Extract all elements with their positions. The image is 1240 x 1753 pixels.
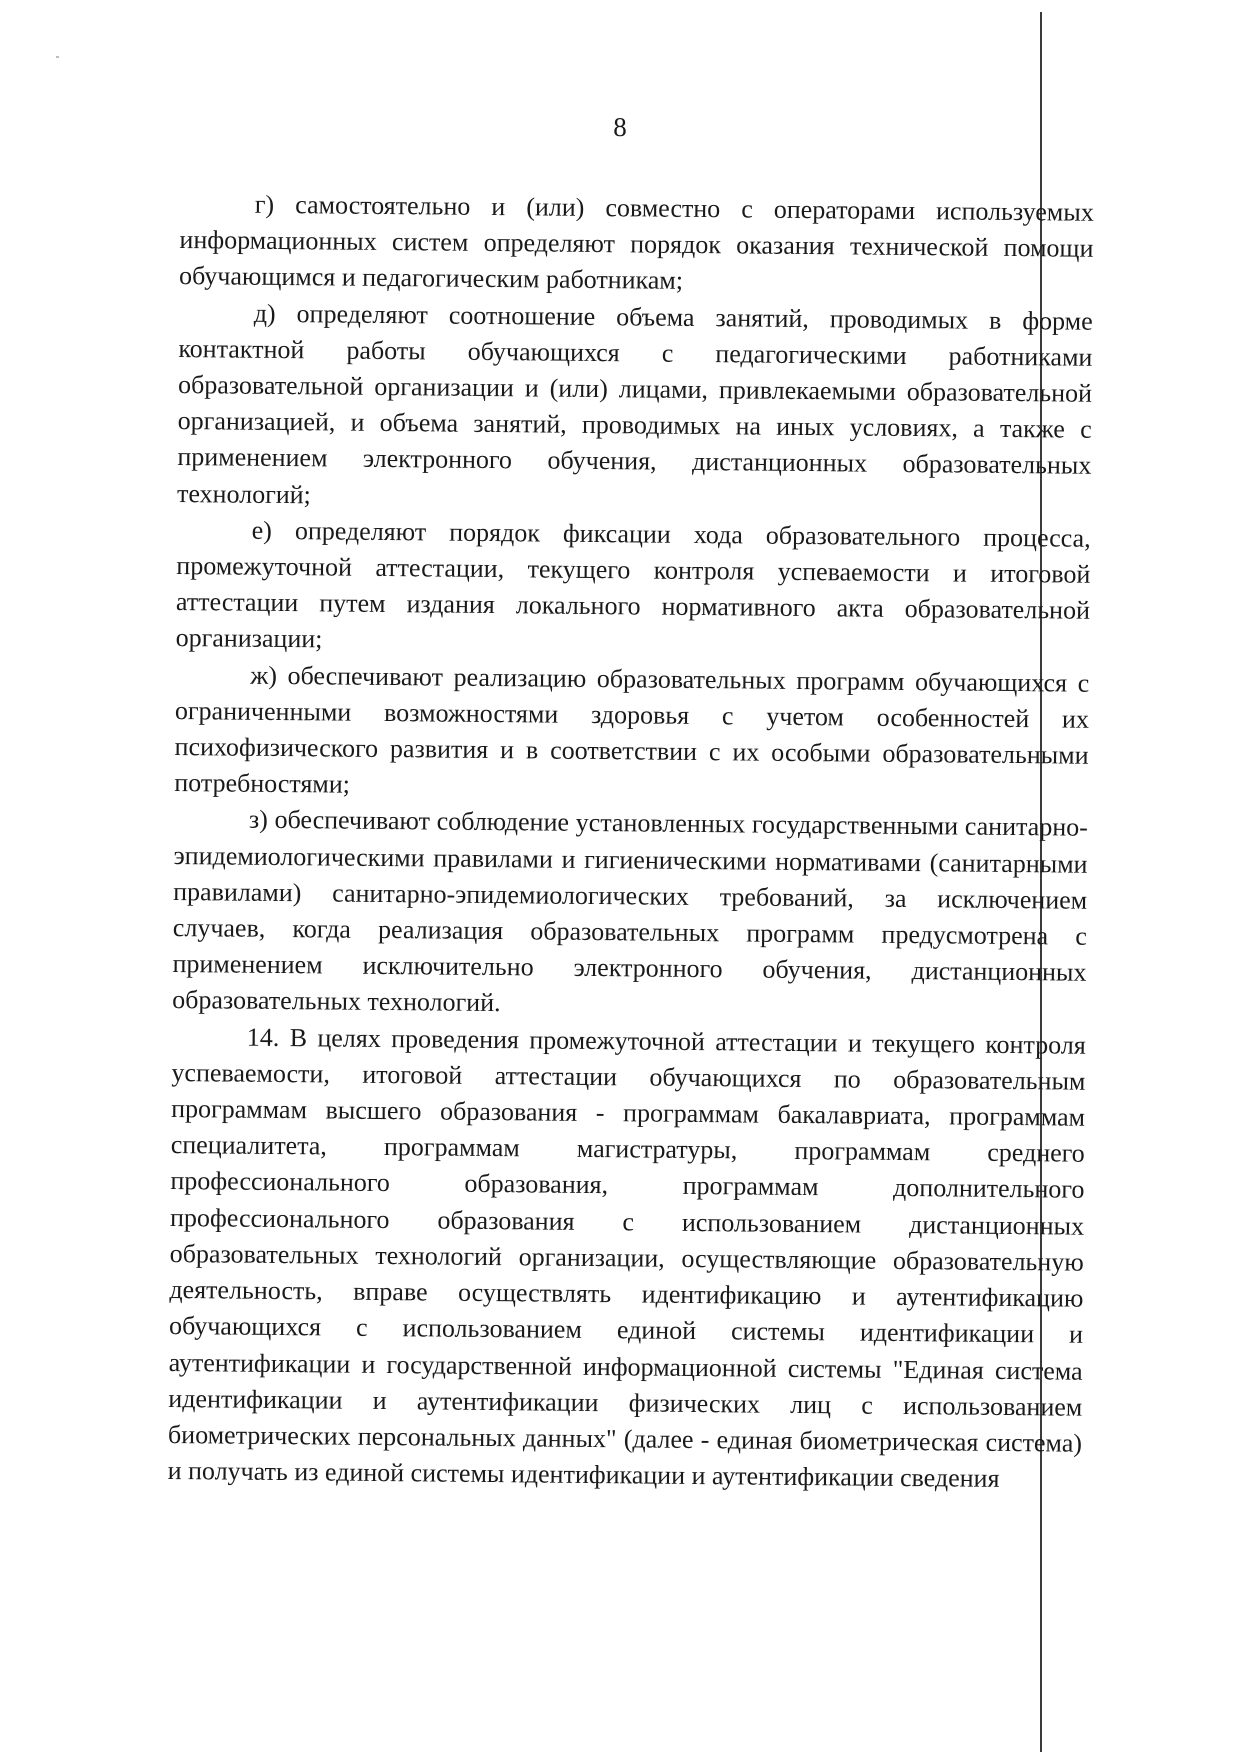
document-body	[167, 186, 1093, 1498]
paragraph-d: д) определяют соотношение объема занятий, проводимых в форме контактной работы обучающихся с педагогическими работниками образовательной организации и (или) лицами, привлекаемыми образовательной организацией, и объема занятий, проводимых на иных условиях, а также с применением электронного обучения, дистанционных образовательных технологий;	[176, 298, 1093, 509]
scan-speck	[56, 56, 59, 58]
paragraph-zh: ж) обеспечивают реализацию образовательных программ обучающихся с ограниченными возможностями здоровья с учетом особенностей их психофизического развития и в соответствии с их особыми образовательными потребностями;	[174, 660, 1090, 799]
paragraph-g: г) самостоятельно и (или) совместно с операторами используемых информационных систем определяют порядок оказания технической помощи обучающимся и педагогическим работникам;	[178, 189, 1094, 296]
paragraph-14: 14. В целях проведения промежуточной аттестации и текущего контроля успеваемости, итоговой аттестации обучающихся по образовательным программам высшего образования - программам бакалавриата, программам специалитета, программам магистратуры, программам среднего профессионального образования, программам дополнительного профессионального образования с использованием дистанционных образовательных технологий организации, осуществляющие образовательную деятельность, вправе осуществлять идентификацию и аутентификацию обучающихся с использованием единой системы идентификации и аутентификации и государственной информационной системы "Единая система идентификации и аутентификации физических лиц с использованием биометрических персональных данных" (далее - единая биометрическая система) и получать из единой системы идентификации и аутентификации сведения	[167, 1022, 1086, 1494]
page-number: 8	[613, 112, 627, 142]
paragraph-e: е) определяют порядок фиксации хода образовательного процесса, промежуточной аттестации, текущего контроля успеваемости и итоговой аттестации путем издания локального нормативного акта образовательной организации;	[175, 515, 1091, 654]
paragraph-z: з) обеспечивают соблюдение установленных государственными санитарно-эпидемиологическими правилами и гигиеническими нормативами (санитарными правилами) санитарно-эпидемиологических требований, за исключением случаев, когда реализация образовательных программ предусмотрена с применением исключительно электронного обучения, дистанционных образовательных технологий.	[172, 805, 1089, 1018]
